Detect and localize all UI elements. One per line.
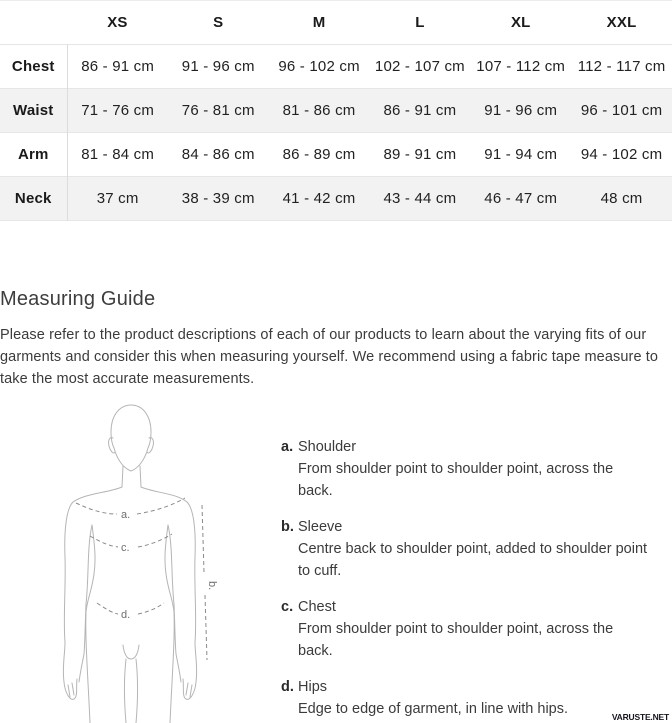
row-label-waist: Waist — [0, 89, 67, 133]
cell-neck-s: 38 - 39 cm — [181, 190, 255, 207]
measure-line-a — [137, 498, 185, 514]
table-row-arm — [0, 133, 672, 177]
measure-line-d — [97, 603, 118, 614]
item-term: Hips — [298, 679, 328, 695]
list-item-hips — [281, 676, 649, 720]
corner-cell — [0, 1, 67, 45]
measure-line-b — [205, 595, 207, 660]
figure-label-d: d. — [121, 609, 131, 621]
size-chart-table — [0, 0, 672, 221]
measuring-guide-title: Measuring Guide — [0, 288, 156, 310]
table-row-waist — [0, 89, 672, 133]
measure-line-a — [76, 503, 117, 514]
cell-waist-xxl: 96 - 101 cm — [580, 102, 663, 119]
cell-neck-xs: 37 cm — [96, 190, 139, 207]
cell-arm-l: 89 - 91 cm — [383, 146, 457, 163]
row-label-neck: Neck — [0, 177, 67, 221]
item-term: Sleeve — [298, 519, 343, 535]
cell-neck-xl: 46 - 47 cm — [484, 190, 558, 207]
cell-arm-xs: 81 - 84 cm — [81, 146, 155, 163]
cell-chest-m: 96 - 102 cm — [278, 58, 360, 75]
col-header-s: S — [213, 14, 224, 31]
cell-chest-xxl: 112 - 117 cm — [577, 58, 666, 75]
item-term: Chest — [298, 599, 336, 615]
body-figure-svg — [60, 392, 260, 723]
cell-neck-l: 43 - 44 cm — [383, 190, 457, 207]
cell-arm-xxl: 94 - 102 cm — [580, 146, 663, 163]
figure-label-b: b. — [206, 581, 218, 591]
list-item-sleeve — [281, 516, 649, 582]
cell-chest-s: 91 - 96 cm — [181, 58, 255, 75]
item-description: From shoulder point to shoulder point, across the back. — [298, 461, 614, 499]
list-item-shoulder — [281, 436, 649, 502]
site-watermark: VARUSTE.NET — [611, 712, 669, 722]
col-header-xs: XS — [107, 14, 128, 31]
item-key: a. — [281, 439, 294, 455]
figure-label-a: a. — [121, 509, 131, 521]
cell-neck-m: 41 - 42 cm — [282, 190, 356, 207]
table-row-neck — [0, 177, 672, 221]
item-description: Edge to edge of garment, in line with hips. — [298, 701, 569, 717]
measurement-definitions-list — [281, 436, 653, 723]
cell-waist-s: 76 - 81 cm — [181, 102, 255, 119]
cell-chest-xs: 86 - 91 cm — [81, 58, 155, 75]
cell-chest-xl: 107 - 112 cm — [476, 58, 566, 75]
measuring-guide-intro: Please refer to the product descriptions of each of our products to learn about the varying fits of our garments and consider this when measuring yourself. We recommend using a fabric tape measure to take the most accurate measurements. — [0, 327, 659, 387]
cell-arm-xl: 91 - 94 cm — [484, 146, 558, 163]
list-item-chest — [281, 596, 649, 662]
cell-neck-xxl: 48 cm — [600, 190, 643, 207]
body-measurement-figure — [60, 392, 260, 723]
figure-outline — [63, 405, 196, 723]
row-label-chest: Chest — [0, 45, 67, 89]
item-description: Centre back to shoulder point, added to shoulder point to cuff. — [298, 541, 648, 579]
measure-line-d — [138, 603, 164, 614]
col-header-xxl: XXL — [606, 14, 637, 31]
col-header-m: M — [312, 14, 326, 31]
cell-waist-m: 81 - 86 cm — [282, 102, 356, 119]
item-description: From shoulder point to shoulder point, across the back. — [298, 621, 614, 659]
cell-waist-l: 86 - 91 cm — [383, 102, 457, 119]
row-label-arm: Arm — [0, 133, 67, 177]
figure-labels — [121, 509, 218, 621]
cell-chest-l: 102 - 107 cm — [374, 58, 465, 75]
item-key: d. — [281, 679, 294, 695]
figure-label-c: c. — [121, 542, 130, 554]
item-key: c. — [281, 599, 294, 615]
cell-arm-m: 86 - 89 cm — [282, 146, 356, 163]
item-key: b. — [281, 519, 294, 535]
cell-waist-xs: 71 - 76 cm — [81, 102, 155, 119]
col-header-xl: XL — [510, 14, 531, 31]
col-header-l: L — [415, 14, 425, 31]
measure-line-b — [202, 505, 204, 572]
cell-arm-s: 84 - 86 cm — [181, 146, 255, 163]
size-header-row — [0, 1, 672, 45]
item-term: Shoulder — [298, 439, 357, 455]
cell-waist-xl: 91 - 96 cm — [484, 102, 558, 119]
measure-lines — [76, 498, 207, 660]
table-row-chest — [0, 45, 672, 89]
